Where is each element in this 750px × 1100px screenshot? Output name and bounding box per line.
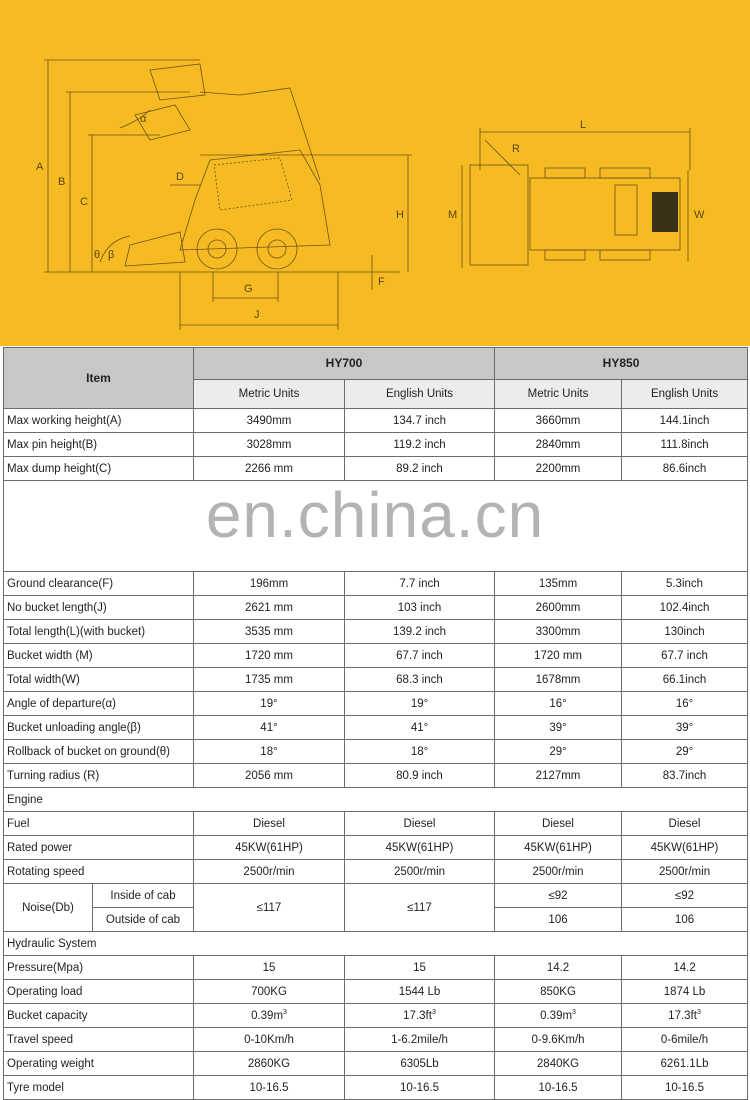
row-label: Fuel (4, 812, 194, 836)
spec-value: 3535 mm (194, 620, 345, 644)
spec-row (4, 620, 748, 644)
spec-value: 1678mm (495, 668, 622, 692)
svg-text:B: B (58, 176, 66, 188)
spec-value: 19° (194, 692, 345, 716)
capacity-number: 17.3ft (403, 1009, 432, 1022)
spec-row (4, 836, 748, 860)
spec-value: 39° (495, 716, 622, 740)
skid-steer-dimension-diagram (0, 0, 750, 346)
svg-text:F: F (378, 276, 385, 288)
svg-text:C: C (80, 196, 88, 208)
spec-value: 10-16.5 (622, 1076, 748, 1100)
unit-header: English Units (345, 379, 495, 408)
noise-hy700-english: ≤117 (345, 884, 495, 932)
spec-value: 68.3 inch (345, 668, 495, 692)
spec-row (4, 764, 748, 788)
spec-value: 850KG (495, 980, 622, 1004)
spec-value: 80.9 inch (345, 764, 495, 788)
capacity-value (194, 1004, 345, 1028)
row-label: Max pin height(B) (4, 433, 194, 457)
spec-value: 15 (345, 956, 495, 980)
unit-header: Metric Units (495, 379, 622, 408)
capacity-number: 17.3ft (668, 1009, 697, 1022)
row-label: Operating weight (4, 1052, 194, 1076)
spec-row (4, 692, 748, 716)
svg-text:A: A (36, 161, 44, 173)
spec-value: 83.7inch (622, 764, 748, 788)
noise-label: Noise(Db) (4, 884, 93, 932)
svg-text:R: R (512, 143, 520, 155)
capacity-exponent: 3 (283, 1008, 287, 1016)
spec-value: 86.6inch (622, 457, 748, 481)
spec-value: 41° (345, 716, 495, 740)
spec-row (4, 860, 748, 884)
spec-value: 102.4inch (622, 596, 748, 620)
spec-value: Diesel (345, 812, 495, 836)
spec-value: 134.7 inch (345, 409, 495, 433)
row-label: Ground clearance(F) (4, 572, 194, 596)
spec-value: 196mm (194, 572, 345, 596)
spec-row (4, 956, 748, 980)
spec-value: 18° (345, 740, 495, 764)
unit-header: Metric Units (194, 379, 345, 408)
spec-value: Diesel (495, 812, 622, 836)
spec-value: 0-9.6Km/h (495, 1028, 622, 1052)
spec-value: 89.2 inch (345, 457, 495, 481)
capacity-exponent: 3 (572, 1008, 576, 1016)
capacity-value (345, 1004, 495, 1028)
capacity-value (622, 1004, 748, 1028)
item-header: Item (4, 348, 194, 409)
model-header-row (4, 348, 748, 380)
spec-value: 6305Lb (345, 1052, 495, 1076)
spec-value: 111.8inch (622, 433, 748, 457)
row-label: Operating load (4, 980, 194, 1004)
spec-value: 3300mm (495, 620, 622, 644)
spec-value: 5.3inch (622, 572, 748, 596)
spec-row (4, 668, 748, 692)
spec-value: 14.2 (495, 956, 622, 980)
spec-value: 39° (622, 716, 748, 740)
spec-value: 45KW(61HP) (345, 836, 495, 860)
spec-value: 29° (622, 740, 748, 764)
model-header-hy700: HY700 (194, 348, 495, 380)
spec-value: 18° (194, 740, 345, 764)
spec-value: 2200mm (495, 457, 622, 481)
row-label: Max working height(A) (4, 409, 194, 433)
noise-inside-label: Inside of cab (93, 884, 194, 908)
diagram-banner (0, 0, 750, 346)
spec-value: 67.7 inch (345, 644, 495, 668)
spec-value: 10-16.5 (345, 1076, 495, 1100)
spec-value: 66.1inch (622, 668, 748, 692)
spec-value: 106 (622, 908, 748, 932)
spec-value: 2500r/min (495, 860, 622, 884)
spec-value: Diesel (622, 812, 748, 836)
svg-text:M: M (448, 209, 458, 221)
spec-value: 700KG (194, 980, 345, 1004)
spec-value: 135mm (495, 572, 622, 596)
spec-value: 45KW(61HP) (622, 836, 748, 860)
spec-value: 130inch (622, 620, 748, 644)
spec-value: 2266 mm (194, 457, 345, 481)
svg-text:θ: θ (94, 249, 101, 261)
spec-value: 144.1inch (622, 409, 748, 433)
watermark: en.china.cn (205, 479, 545, 551)
spec-row (4, 644, 748, 668)
spec-row (4, 457, 748, 481)
spec-value: 7.7 inch (345, 572, 495, 596)
spec-value: 45KW(61HP) (194, 836, 345, 860)
row-label: Turning radius (R) (4, 764, 194, 788)
spec-row (4, 1028, 748, 1052)
spec-row (4, 1076, 748, 1100)
spec-value: 41° (194, 716, 345, 740)
spec-value: 103 inch (345, 596, 495, 620)
row-label: Travel speed (4, 1028, 194, 1052)
capacity-number: 0.39m (540, 1009, 573, 1022)
row-label: Pressure(Mpa) (4, 956, 194, 980)
spec-value: 2860KG (194, 1052, 345, 1076)
spec-value: 1874 Lb (622, 980, 748, 1004)
row-label: Total width(W) (4, 668, 194, 692)
spec-row (4, 980, 748, 1004)
spec-value: 106 (495, 908, 622, 932)
noise-hy700-metric: ≤117 (194, 884, 345, 932)
spec-table (3, 347, 748, 1100)
section-row (4, 788, 748, 812)
spec-value: 1720 mm (495, 644, 622, 668)
spec-value: 2600mm (495, 596, 622, 620)
svg-text:H: H (396, 209, 404, 221)
spec-value: 139.2 inch (345, 620, 495, 644)
capacity-exponent: 3 (696, 1008, 701, 1016)
spec-value: 29° (495, 740, 622, 764)
model-header-hy850: HY850 (495, 348, 748, 380)
section-hydraulic: Hydraulic System (4, 932, 748, 956)
spec-row (4, 740, 748, 764)
spec-value: 14.2 (622, 956, 748, 980)
svg-text:α: α (140, 113, 147, 125)
noise-row-inside (4, 884, 748, 908)
unit-header: English Units (622, 379, 748, 408)
spec-value: 6261.1Lb (622, 1052, 748, 1076)
spec-value: 119.2 inch (345, 433, 495, 457)
capacity-number: 0.39m (251, 1009, 284, 1022)
spec-value: 2056 mm (194, 764, 345, 788)
spec-value: 0-6mile/h (622, 1028, 748, 1052)
spec-row (4, 409, 748, 433)
svg-text:L: L (580, 119, 587, 131)
spec-value: 2500r/min (345, 860, 495, 884)
row-label: Bucket width (M) (4, 644, 194, 668)
spec-row (4, 433, 748, 457)
spec-value: 3490mm (194, 409, 345, 433)
spec-value: 10-16.5 (194, 1076, 345, 1100)
row-label: No bucket length(J) (4, 596, 194, 620)
capacity-exponent: 3 (431, 1008, 436, 1016)
spec-value: 2127mm (495, 764, 622, 788)
noise-outside-label: Outside of cab (93, 908, 194, 932)
section-row (4, 932, 748, 956)
row-label: Max dump height(C) (4, 457, 194, 481)
row-label: Bucket unloading angle(β) (4, 716, 194, 740)
spec-value: ≤92 (495, 884, 622, 908)
spec-value: 19° (345, 692, 495, 716)
spec-value: 1544 Lb (345, 980, 495, 1004)
section-engine: Engine (4, 788, 748, 812)
row-label: Total length(L)(with bucket) (4, 620, 194, 644)
spec-value: 15 (194, 956, 345, 980)
spec-value: 1-6.2mile/h (345, 1028, 495, 1052)
spec-value: 45KW(61HP) (495, 836, 622, 860)
svg-text:W: W (694, 209, 705, 221)
capacity-value (495, 1004, 622, 1028)
spec-value: 1720 mm (194, 644, 345, 668)
row-label: Rotating speed (4, 860, 194, 884)
spec-value: 67.7 inch (622, 644, 748, 668)
spec-value: 2500r/min (194, 860, 345, 884)
bucket-capacity-row (4, 1004, 748, 1028)
svg-text:D: D (176, 171, 184, 183)
spec-value: 0-10Km/h (194, 1028, 345, 1052)
svg-text:J: J (254, 309, 260, 321)
spec-row (4, 812, 748, 836)
row-label: Bucket capacity (4, 1004, 194, 1028)
svg-text:G: G (244, 283, 253, 295)
spec-value: Diesel (194, 812, 345, 836)
spec-value: 3660mm (495, 409, 622, 433)
spec-row (4, 572, 748, 596)
row-label: Tyre model (4, 1076, 194, 1100)
spec-value: 2840KG (495, 1052, 622, 1076)
spec-value: ≤92 (622, 884, 748, 908)
spec-value: 2621 mm (194, 596, 345, 620)
spec-row (4, 596, 748, 620)
spec-value: 1735 mm (194, 668, 345, 692)
svg-text:β: β (108, 249, 115, 261)
spec-value: 16° (495, 692, 622, 716)
row-label: Angle of departure(α) (4, 692, 194, 716)
spec-value: 2840mm (495, 433, 622, 457)
spec-value: 3028mm (194, 433, 345, 457)
spec-value: 16° (622, 692, 748, 716)
spec-table-body (4, 348, 748, 1100)
spec-value: 2500r/min (622, 860, 748, 884)
row-label: Rated power (4, 836, 194, 860)
row-label: Rollback of bucket on ground(θ) (4, 740, 194, 764)
spec-value: 10-16.5 (495, 1076, 622, 1100)
spec-row (4, 716, 748, 740)
spec-row (4, 1052, 748, 1076)
